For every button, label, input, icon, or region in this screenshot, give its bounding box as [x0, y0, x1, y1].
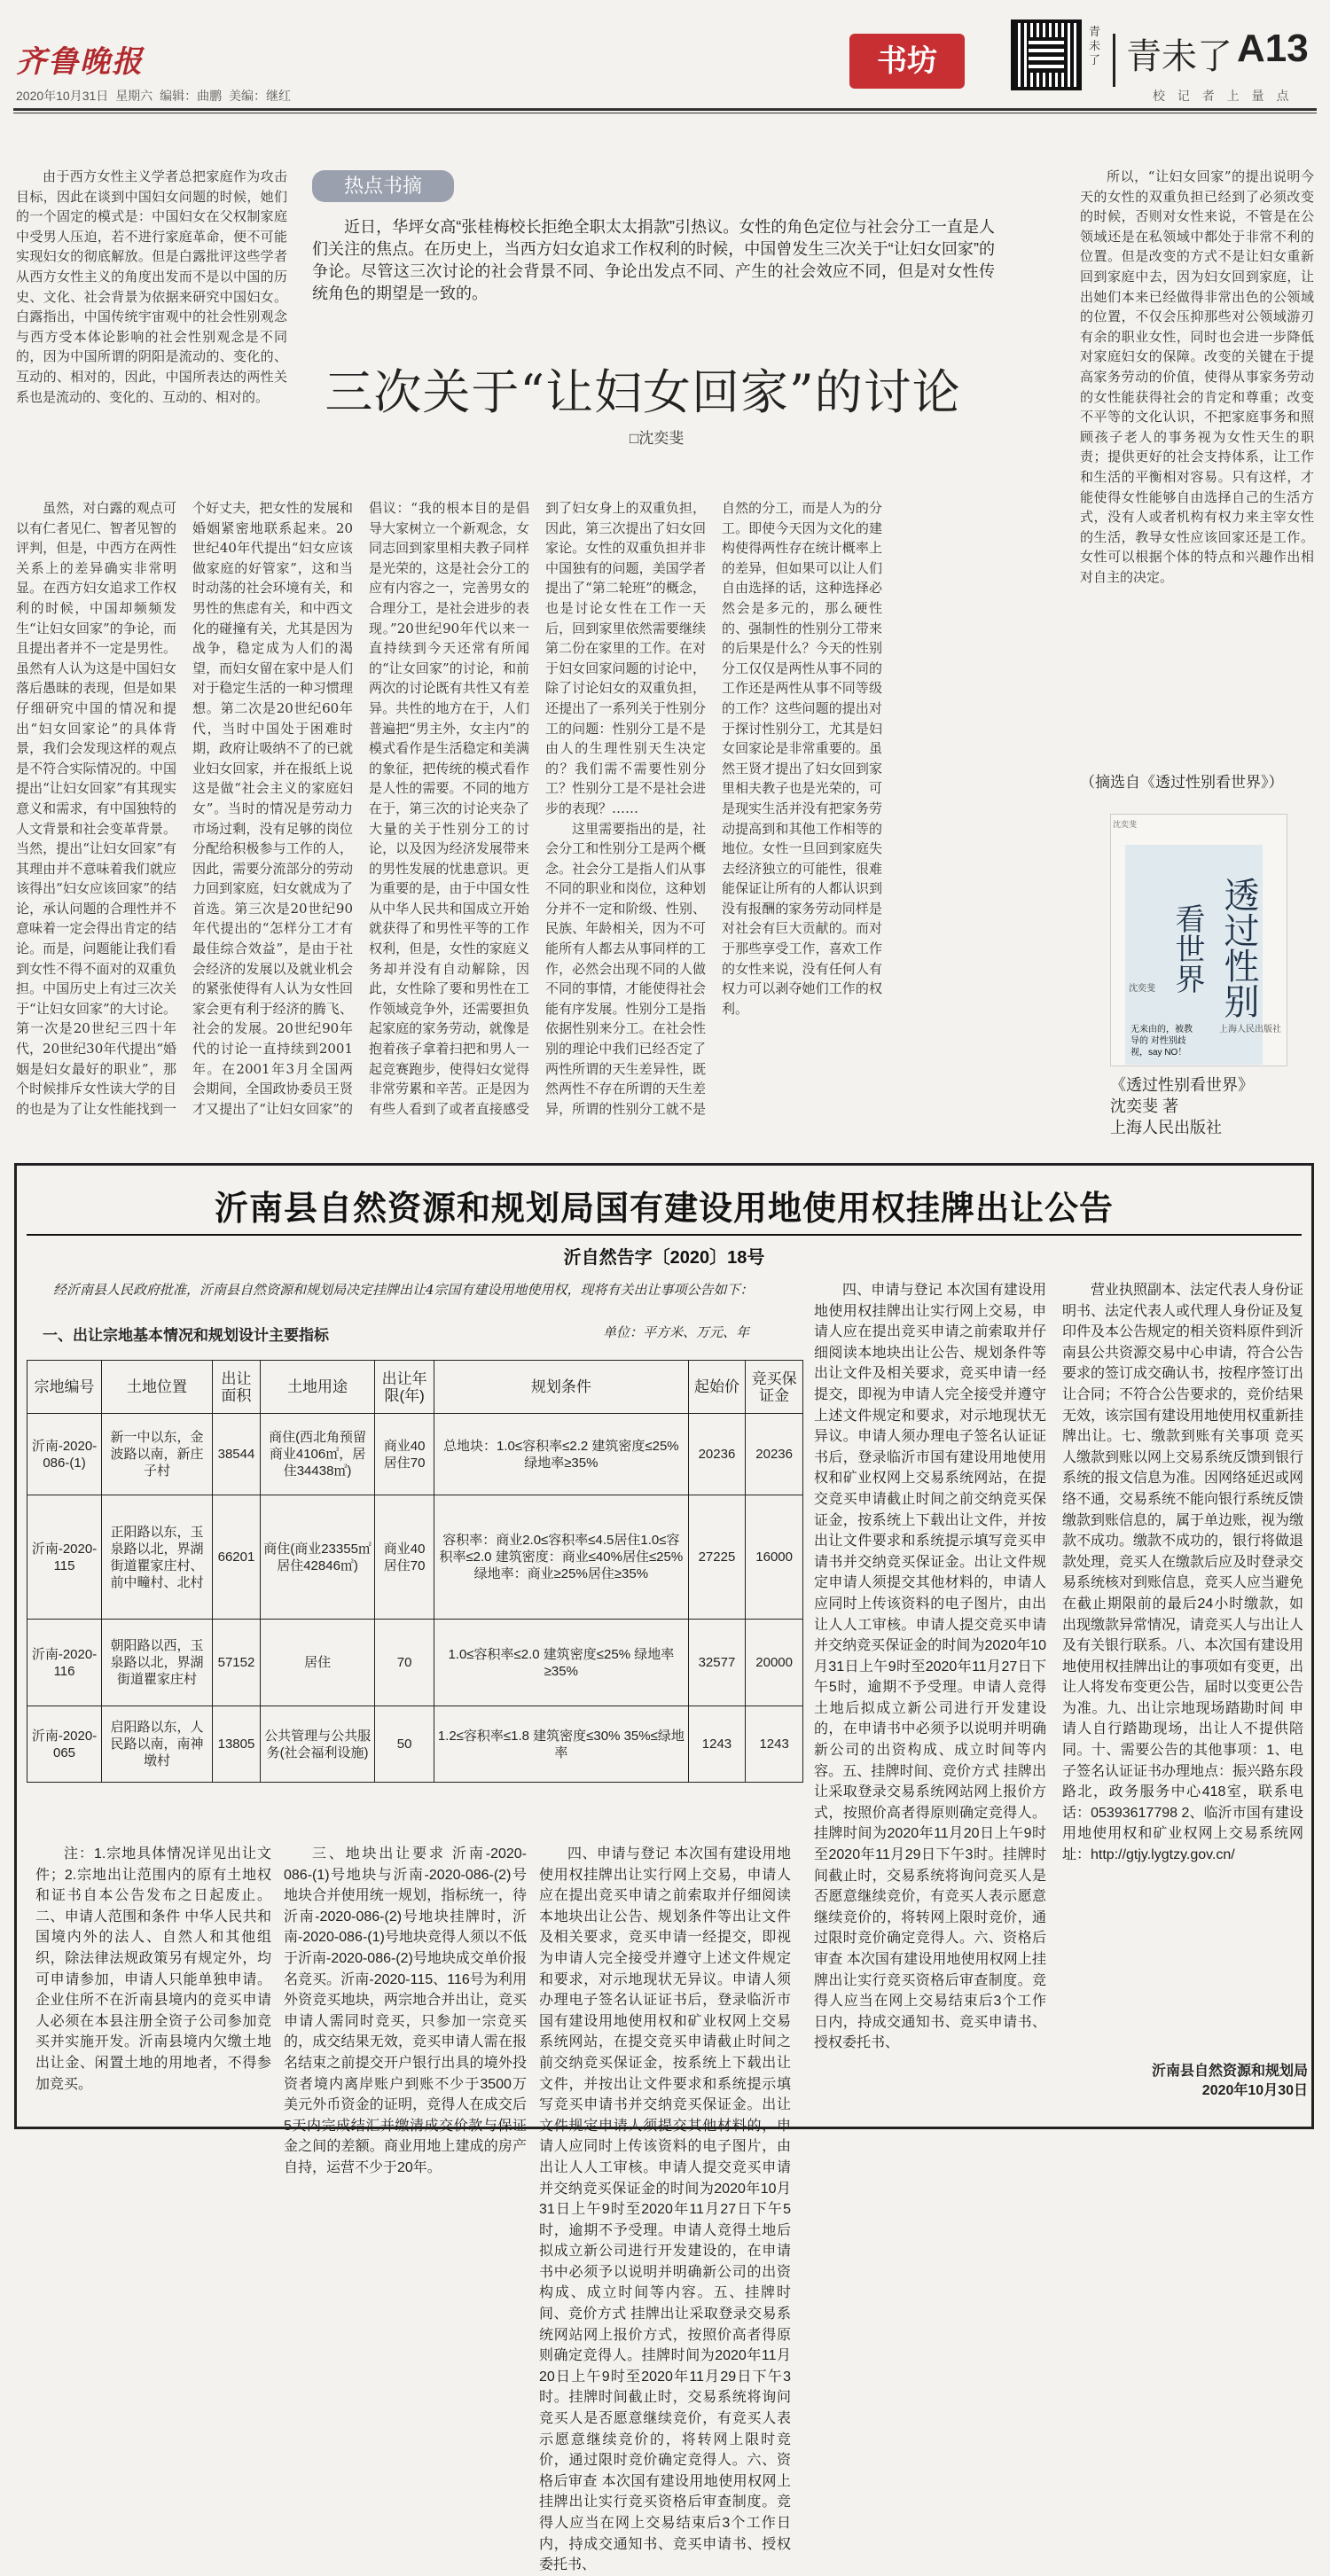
excerpt-source: （摘选自《透过性别看世界》） — [1080, 774, 1284, 791]
notice-text: 营业执照副本、法定代表人身份证明书、法定代表人或代理人身份证及复印件及本公告规定的相关资料原件到沂南县公共资源交易中心申请，符合公告要求的签订成交确认书，按程序签订出让合同；不符合公告要求的，竞价结果无效，该宗国有建设用地使用权重新挂牌出让。七、缴款到账有关事项 竞买人缴款到账以网上交易系统反馈到银行系统的报文信息为准。因网络延迟或网络不通，交易系统不能向银行系统反馈缴款到账信息的，属于单边账，视为缴款不成功。缴款不成功的，银行将做退款处理，竞买人在缴款后应及时登录交易系统核对到账信息，竞买人应当避免在截止期限前的最后24小时缴款，如出现缴款异常情况，请竞买人与出让人及有关银行联系。八、本次国有建设用地使用权挂牌出让的事项如有变更，出让人将发布变更公告，届时以变更公告为准。九、出让宗地现场踏勘时间 申请人自行踏勘现场，出让人不提供陪同。十、需要公告的其他事项：1、电子签名认证证书办理地点：振兴路东段路北，政务服务中心418室，联系电话：05393617798 2、临沂市国有建设用地使用权和矿业权网上交易系统网址：http://gtjy.lygtzy.gov.cn/ — [1062, 1283, 1304, 1863]
article-paragraph: 由于西方女性主义学者总把家庭作为攻击目标，因此在谈到中国妇女问题的时候，她们的一个固定的模式是：中国妇女在父权制家庭中受男人压迫，若不进行家庭革命，便不可能实现妇女的彻底解放。但是白露批评这些学者从西方女性主义的角度出发而不是以中国的历史、文化、社会背景为依据来研究中国妇女。白露指出，中国传统宇宙观中的社会性别观念与西方受本体论影响的社会性别观念是不同的，因为中国所谓的阴阳是流动的、变化的、互动的、相对的，因此，中国所表达的两性关系也是流动的、变化的、互动的、相对的。 — [16, 168, 287, 405]
hot-excerpt-tag: 热点书摘 — [312, 170, 454, 202]
table-row — [27, 1706, 803, 1783]
section-tag: 书坊 — [849, 34, 965, 89]
notice-text: 三、地块出让要求 沂南-2020-086-(1)号地块与沂南-2020-086-(2)号地块合并使用统一规划，指标统一，待沂南-2020-086-(2)号地块挂牌时，沂南-2020-086-(1)号地块竞得人须以不低于沂南-2020-086-(2)号地块成交单价报名竞买。沂南-2020-115、116号为利用外资竞买地块，两宗地合并出让，竞买申请人需同时竞买，只参加一宗竞买的，成交结果无效，竞买申请人需在报名结束之前提交开户银行出具的境外投资者境内离岸账户到账不少于3500万美元外币资金的证明，竞得人在成交后5天内完成结汇并缴清成交价款与保证金之间的差额。商业用地上建成的房产自持，运营不少于20年。 — [284, 1846, 527, 2175]
column-header: 宗地编号 — [27, 1361, 102, 1414]
column-header: 土地位置 — [102, 1361, 213, 1414]
table-cell: 沂南-2020-086-(1) — [27, 1414, 102, 1495]
table-cell: 50 — [375, 1706, 434, 1783]
column-header: 土地用途 — [260, 1361, 374, 1414]
article-body — [16, 498, 1059, 1129]
notice-signature — [1077, 2062, 1308, 2101]
notice-intro: 经沂南县人民政府批准，沂南县自然资源和规划局决定挂牌出让4宗国有建设用地使用权，现将有关出让事项公告如下： — [53, 1282, 754, 1298]
notice-column-b — [284, 1844, 527, 2175]
notice-sign-date: 2020年10月30日 — [1201, 2083, 1308, 2098]
table-cell: 居住 — [260, 1620, 374, 1706]
table-cell: 27225 — [688, 1495, 746, 1620]
notice-title-rule — [27, 1234, 1302, 1236]
issue-date: 2020年10月31日 — [16, 89, 109, 103]
table-header-row — [27, 1361, 803, 1414]
notice-column-a — [35, 1844, 271, 2119]
table-cell: 容积率：商业2.0≤容积率≤4.5居住1.0≤容积率≤2.0 建筑密度：商业≤40%居住≤25% 绿地率：商业≥25%居住≥35% — [434, 1495, 689, 1620]
table-unit: 单位：平方米、万元、年 — [603, 1324, 750, 1340]
book-cover-title: 透过性别 — [1218, 877, 1259, 1019]
issue-meta — [16, 87, 291, 105]
article-intro: 近日，华坪女高“张桂梅校长拒绝全职太太捐款”引热议。女性的角色定位与社会分工一直是人们关注的焦点。在历史上，当西方妇女追求工作权利的时候，中国曾发生三次关于“让妇女回家”的争论。尽管这三次讨论的社会背景不同、争论出发点不同、产生的社会效应不同，但是对女性传统角色的期望是一致的。 — [312, 218, 995, 302]
staff-credits: 校 记 者 上 量 点 — [1153, 89, 1289, 103]
land-table — [27, 1360, 803, 1783]
table-cell: 20236 — [688, 1414, 746, 1495]
table-cell: 1.0≤容积率≤2.0 建筑密度≤25% 绿地率≥35% — [434, 1620, 689, 1706]
notice-text: 四、申请与登记 本次国有建设用地使用权挂牌出让实行网上交易，申请人应在提出竞买申请之前索取并仔细阅读本地块出让公告、规划条件等出让文件及相关要求，竞买申请一经提交，即视为申请人完全接受并遵守上述文件规定和要求，对示地现状无异议。申请人须办理电子签名认证证书后，登录临沂市国有建设用地使用权和矿业权网上交易系统网站，在提交竞买申请截止时间之前交纳竞买保证金，按系统上下载出让文件，并按出让文件要求和系统提示填写竞买申请书并交纳竞买保证金。出让文件规定申请人须提交其他材料的，申请人应同时上传该资料的电子图片，由出让人人工审核。申请人提交竞买申请并交纳竞买保证金的时间为2020年10月31日上午9时至2020年11月27日下午5时，逾期不予受理。申请人竞得土地后拟成立新公司进行开发建设的，在申请书中必须予以说明并明确新公司的出资构成、成立时间等内容。五、挂牌时间、竞价方式 挂牌出让采取登录交易系统网站网上报价方式，按照价高者得原则确定竞得人。挂牌时间为2020年11月20日上午9时至2020年11月29日下午3时。挂牌时间截止时，交易系统将询问竞买人是否愿意继续竞价，有竞买人表示愿意继续竞价的，将转网上限时竞价，通过限时竞价确定竞得人。六、资格后审查 本次国有建设用地使用权网上挂牌出让实行竞买资格后审查制度。竞得人应当在网上交易结束后3个工作日内，持成交通知书、竞买申请书、授权委托书、 — [814, 1283, 1046, 2051]
article-column-1-top — [16, 167, 287, 496]
table-cell: 沂南-2020-065 — [27, 1706, 102, 1783]
table-row — [27, 1495, 803, 1620]
book-spine-author: 沈奕斐 — [1113, 820, 1138, 829]
table-cell: 新一中以东，金波路以南，新庄子村 — [102, 1414, 213, 1495]
table-cell: 32577 — [688, 1620, 746, 1706]
table-cell: 38544 — [213, 1414, 261, 1495]
table-cell: 商住(西北角预留商业4106㎡，居住34438㎡) — [260, 1414, 374, 1495]
table-cell: 正阳路以东，玉泉路以北，界湖街道瞿家庄村、前中疃村、北村 — [102, 1495, 213, 1620]
header-divider — [1113, 34, 1115, 87]
table-cell: 商业40居住70 — [375, 1495, 434, 1620]
book-cover-publisher: 上海人民出版社 — [1219, 1025, 1281, 1034]
table-cell: 16000 — [746, 1495, 803, 1620]
column-header: 起始价 — [688, 1361, 746, 1414]
page-number: A13 — [1237, 27, 1309, 70]
table-cell: 1243 — [688, 1706, 746, 1783]
book-caption-author: 沈奕斐 著 — [1110, 1097, 1179, 1115]
notice-column-c-bottom — [539, 1844, 791, 2573]
table-cell: 沂南-2020-116 — [27, 1620, 102, 1706]
qr-label: 青未了 — [1089, 25, 1101, 66]
book-cover-author: 沈奕斐 — [1129, 984, 1155, 994]
table-row — [27, 1620, 803, 1706]
column-name: 青未了 — [1126, 37, 1232, 76]
page-header — [0, 0, 1330, 115]
table-cell: 启阳路以东，人民路以南，南神墩村 — [102, 1706, 213, 1783]
table-cell: 商业40居住70 — [375, 1414, 434, 1495]
table-cell: 朝阳路以西，玉泉路以北，界湖街道瞿家庄村 — [102, 1620, 213, 1706]
table-cell: 20000 — [746, 1620, 803, 1706]
table-cell: 商住(商业23355㎡居住42846㎡) — [260, 1495, 374, 1620]
table-cell: 1.2≤容积率≤1.8 建筑密度≤30% 35%≤绿地率 — [434, 1706, 689, 1783]
book-caption-title: 《透过性别看世界》 — [1110, 1076, 1254, 1094]
header-rule — [13, 108, 1317, 111]
article-paragraph: 所以，“让妇女回家”的提出说明今天的女性的双重负担已经到了必须改变的时候，否则对女性来说，不管是在公领域还是在私领域中都处于非常不利的位置。但是改变的方式不是让妇女重新回到家庭中去，因为妇女回到家庭，让出她们本来已经做得非常出色的公领域的位置，不仅会压抑那些对公领域游刃有余的职业女性，同时也会进一步降低对家庭妇女的保障。改变的关键在于提高家务劳动的价值，使得从事家务劳动的女性能获得社会的肯定和尊重；改变不平等的文化认识，不把家庭事务和照顾孩子老人的事务视为女性天生的职责；提供更好的社会支持体系，让工作和生活的平衡相对容易。只有这样，才能使得女性能够自由选择自己的生活方式，没有人或者机构有权力来主宰女性的生活，教导女性应该回家还是工作。女性可以根据个体的特点和兴趣作出相对自主的决定。 — [1080, 168, 1314, 585]
article-paragraph: 这里需要指出的是，社会分工和性别分工是两个概念。社会分工是指人们从事不同的职业和岗位，这种划分并不一定和阶级、性别、民族、年龄相关，因为不可能所有人都去从事同样的工作，必然会出现不同的人做不同的事情，才能使得社会能有序发展。性别分工是指依据性别来分工。在社会性别的理论中我们已经否定了两性所谓的天生差异性，既然两性不存在所谓的天生差异，所谓的性别分工就不是自然的分工，而是人为的分工。即使今天因为文化的建构使得两性存在统计概率上的差异，但如果可以让人们自由选择的话，这种选择必然会是多元的，那么硬性的、强制性的性别分工带来的后果是什么？今天的性别分工仅仅是两性从事不同的工作还是两性从事不同等级的工作？这些问题的提出对于探讨性别分工，尤其是妇女回家论是非常重要的。虽然王贤才提出了妇女回到家里相夫教子也是光荣的，可是现实生活并没有把家务劳动提高到和其他工作相等的地位。女性一旦回到家庭失去经济独立的可能性，很难能保证让所有的人都认识到没有报酬的家务劳动同样是对社会有巨大贡献的。而对于那些享受工作，喜欢工作的女性来说，没有任何人有权力可以剥夺她们工作的权利。 — [545, 500, 882, 1117]
book-cover — [1110, 814, 1287, 1066]
book-caption — [1110, 1074, 1305, 1138]
book-caption-publisher: 上海人民出版社 — [1110, 1119, 1222, 1136]
column-header: 出让年限(年) — [375, 1361, 434, 1414]
article-paragraph: 虽然，对白露的观点可以有仁者见仁、智者见智的评判，但是，中西方在两性关系上的差异确实非常明显。在西方妇女追求工作权利的时候，中国却频频发生“让妇女回家”的争论，而且提出者并不一定是男性。虽然有人认为这是中国妇女落后愚昧的表现，但是如果仔细研究中国的情况和提出“妇女回家论”的具体背景，我们会发现这样的观点是不符合实际情况的。中国提出“让妇女回家”有其现实意义和需求，有中国独特的人文背景和社会变革背景。当然，提出“让妇女回家”有其理由并不意味着我们就应该得出“妇女应该回家”的结论，承认问题的合理性并不意味着一定会得出肯定的结论。而是，问题能让我们看到女性不得不面对的双重负担。中国历史上有过三次关于“让妇女回家”的大讨论。第一次是20世纪三四十年代，20世纪30年代提出“婚姻是妇女最好的职业”，那个时候排斥女性读大学的目的也是为了让女性能找到一个好丈夫，把女性的发展和婚姻紧密地联系起来。20世纪40年代提出“妇女应该做家庭的好管家”，这和当时动荡的社会环境有关，和男性的焦虑有关，和中西文化的碰撞有关，尤其是因为战争，稳定成为人们的渴望，而妇女留在家中是人们对于稳定生活的一种习惯理想。第二次是20世纪60年代，当时中国处于困难时期，政府让吸纳不了的已就业妇女回家，并在报纸上说这是做“社会主义的家庭妇女”。当时的情况是劳动力市场过剩，没有足够的岗位分配给积极参与工作的人，因此，需要分流部分的劳动力回到家庭，妇女就成为了首选。第三次是20世纪90年代提出的“怎样分工才有最佳综合效益”，是由于社会经济的发展以及就业机会的紧张使得有人认为女性回家会更有利于经济的腾飞、社会的发展。20世纪90年代的讨论一直持续到2001年。在2001年3月全国两会期间，全国政协委员王贤才又提出了“让妇女回家”的倡议：“我的根本目的是倡导大家树立一个新观念，女同志回到家里相夫教子同样是光荣的，这是社会分工的应有内容之一，完善男女的合理分工，是社会进步的表现。”20世纪90年代以来一直持续到今天还常有所闻的“让女回家”的讨论，和前两次的讨论既有共性又有差异。共性的地方在于，人们普遍把“男主外，女主内”的模式看作是生活稳定和美满的象征，把传统的模式看作是人性的需要。不同的地方在于，第三次的讨论夹杂了大量的关于性别分工的讨论，以及因为经济发展带来的男性发展的忧患意识。更为重要的是，由于中国女性从中华人民共和国成立开始就获得了和男性平等的工作权利，但是，女性的家庭义务却并没有自动解除，因此，女性除了要和男性在工作领域竞争外，还需要担负起家庭的家务劳动，就像是抱着孩子拿着扫把和男人一起竞赛跑步，使得妇女觉得非常劳累和辛苦。正是因为有些人看到了或者直接感受到了妇女身上的双重负担，因此，第三次提出了妇女回家论。女性的双重负担并非中国独有的问题，美国学者提出了“第二轮班”的概念，也是讨论女性在工作一天后，回到家里依然需要继续第二份在家里的工作。在对于妇女回家问题的讨论中，除了讨论妇女的双重负担，还提出了一系列关于性别分工的问题：性别分工是不是由人的生理性别天生决定的？我们需不需要性别分工？性别分工是不是社会进步的表现？…… — [16, 500, 706, 1117]
table-cell: 66201 — [213, 1495, 261, 1620]
table-cell: 沂南-2020-115 — [27, 1495, 102, 1620]
qr-code-icon[interactable] — [1011, 20, 1082, 90]
notice-column-c — [814, 1280, 1046, 2113]
notice-title: 沂南县自然资源和规划局国有建设用地使用权挂牌出让公告 — [214, 1190, 1114, 1228]
article-title: 三次关于“让妇女回家”的讨论 — [325, 364, 961, 420]
table-cell: 总地块：1.0≤容积率≤2.2 建筑密度≤25% 绿地率≥35% — [434, 1414, 689, 1495]
notice-number: 沂自然告字〔2020〕18号 — [563, 1248, 765, 1268]
designer-credit: 美编：继红 — [228, 89, 291, 103]
table-cell: 1243 — [746, 1706, 803, 1783]
editor-credit: 编辑：曲鹏 — [160, 89, 223, 103]
newspaper-logo: 齐鲁晚报 — [16, 44, 144, 80]
column-header: 竞买保证金 — [746, 1361, 803, 1414]
column-header: 规划条件 — [434, 1361, 689, 1414]
article-byline: □沈奕斐 — [630, 430, 685, 447]
article-column-right — [1080, 167, 1314, 766]
notice-signer: 沂南县自然资源和规划局 — [1151, 2064, 1308, 2079]
issue-weekday: 星期六 — [115, 89, 153, 103]
table-cell: 13805 — [213, 1706, 261, 1783]
table-cell: 57152 — [213, 1620, 261, 1706]
book-cover-title-2: 看世界 — [1170, 903, 1205, 994]
notice-column-d — [1062, 1280, 1303, 2057]
notice-text: 四、申请与登记 本次国有建设用地使用权挂牌出让实行网上交易，申请人应在提出竞买申请之前索取并仔细阅读本地块出让公告、规划条件等出让文件及相关要求，竞买申请一经提交，即视为申请人完全接受并遵守上述文件规定和要求，对示地现状无异议。申请人须办理电子签名认证证书后，登录临沂市国有建设用地使用权和矿业权网上交易系统网站，在提交竞买申请截止时间之前交纳竞买保证金，按系统上下载出让文件，并按出让文件要求和系统提示填写竞买申请书并交纳竞买保证金。出让文件规定申请人须提交其他材料的，申请人应同时上传该资料的电子图片，由出让人人工审核。申请人提交竞买申请并交纳竞买保证金的时间为2020年10月31日上午9时至2020年11月27日下午5时，逾期不予受理。申请人竞得土地后拟成立新公司进行开发建设的，在申请书中必须予以说明并明确新公司的出资构成、成立时间等内容。五、挂牌时间、竞价方式 挂牌出让采取登录交易系统网站网上报价方式，按照价高者得原则确定竞得人。挂牌时间为2020年11月20日上午9时至2020年11月29日下午3时。挂牌时间截止时，交易系统将询问竞买人是否愿意继续竞价，有竞买人表示愿意继续竞价的，将转网上限时竞价，通过限时竞价确定竞得人。六、资格后审查 本次国有建设用地使用权网上挂牌出让实行竞买资格后审查制度。竞得人应当在网上交易结束后3个工作日内，持成交通知书、竞买申请书、授权委托书、 — [539, 1846, 791, 2573]
table-cell: 70 — [375, 1620, 434, 1706]
column-header: 出让面积 — [213, 1361, 261, 1414]
notice-text: 注：1.宗地具体情况详见出让文件；2.宗地出让范围内的原有土地权和证书自本公告发布之日起废止。二、申请人范围和条件 中华人民共和国境内外的法人、自然人和其他组织，除法律法规政策另有规定外，均可申请参加，申请人只能单独申请。企业住所不在沂南县境内的竞买申请人必须在本县注册全资子公司参加竞买并实施开发。沂南县境内欠缴土地出让金、闲置土地的用地者，不得参加竞买。 — [35, 1846, 271, 2092]
table-cell: 20236 — [746, 1414, 803, 1495]
table-heading: 一、出让宗地基本情况和规划设计主要指标 — [43, 1327, 329, 1344]
table-cell: 公共管理与公共服务(社会福利设施) — [260, 1706, 374, 1783]
book-cover-slogan: 无来由的，被教导的 对性别歧视，say NO！ — [1130, 1025, 1193, 1058]
table-row — [27, 1414, 803, 1495]
